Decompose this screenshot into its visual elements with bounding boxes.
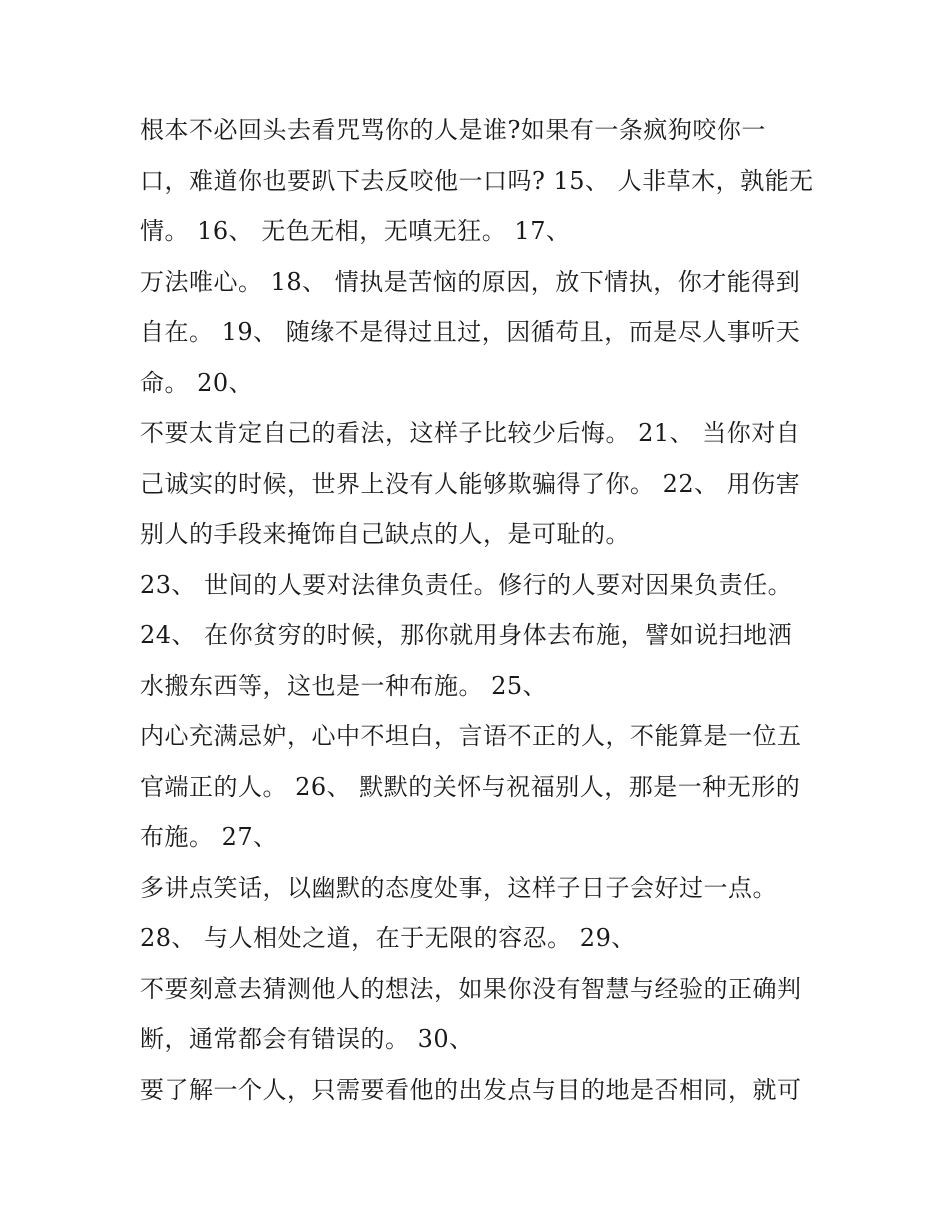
text-line: 自在。 19、 随缘不是得过且过，因循苟且，而是尽人事听天 bbox=[140, 318, 801, 346]
text-line: 己诚实的时候，世界上没有人能够欺骗得了你。 22、 用伤害 bbox=[140, 470, 801, 498]
text-line: 23、 世间的人要对法律负责任。修行的人要对因果负责任。 bbox=[140, 571, 793, 599]
text-line: 24、 在你贫穷的时候，那你就用身体去布施，譬如说扫地洒 bbox=[140, 621, 793, 649]
text-line: 布施。 27、 bbox=[140, 823, 278, 851]
text-line: 口，难道你也要趴下去反咬他一口吗? 15、 人非草木，孰能无 bbox=[140, 167, 814, 195]
text-line: 别人的手段来掩饰自己缺点的人，是可耻的。 bbox=[140, 520, 630, 548]
text-line: 不要太肯定自己的看法，这样子比较少后悔。 21、 当你对自 bbox=[140, 419, 801, 447]
text-line: 内心充满忌妒，心中不坦白，言语不正的人，不能算是一位五 bbox=[140, 722, 802, 750]
text-line: 万法唯心。 18、 情执是苦恼的原因，放下情执，你才能得到 bbox=[140, 268, 801, 296]
text-line: 要了解一个人，只需要看他的出发点与目的地是否相同，就可 bbox=[140, 1076, 802, 1104]
text-line: 根本不必回头去看咒骂你的人是谁?如果有一条疯狗咬你一 bbox=[140, 116, 766, 144]
text-line: 多讲点笑话，以幽默的态度处事，这样子日子会好过一点。 bbox=[140, 874, 777, 902]
text-line: 28、 与人相处之道，在于无限的容忍。 29、 bbox=[140, 924, 636, 952]
text-line: 官端正的人。 26、 默默的关怀与祝福别人，那是一种无形的 bbox=[140, 773, 801, 801]
text-line: 命。 20、 bbox=[140, 369, 254, 397]
text-line: 水搬东西等，这也是一种布施。 25、 bbox=[140, 672, 548, 700]
text-line: 情。 16、 无色无相，无嗔无狂。 17、 bbox=[140, 217, 571, 245]
text-line: 不要刻意去猜测他人的想法，如果你没有智慧与经验的正确判 bbox=[140, 975, 802, 1003]
text-line: 断，通常都会有错误的。 30、 bbox=[140, 1025, 474, 1053]
